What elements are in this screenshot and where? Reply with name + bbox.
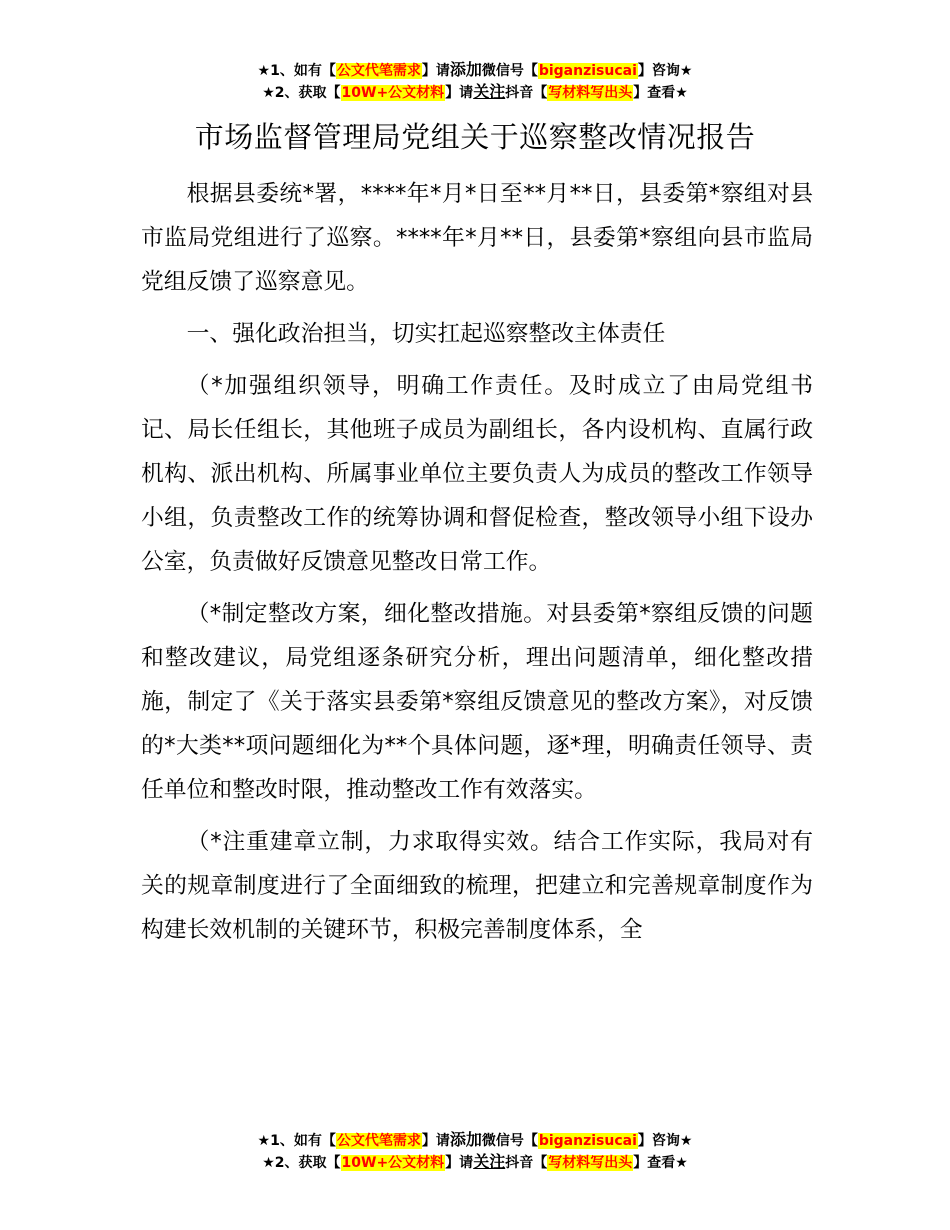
promo-text: 微信号【 xyxy=(481,1133,538,1149)
promo-text: ★1、如有【 xyxy=(257,1133,336,1149)
promo-text: 】查看★ xyxy=(633,1155,688,1171)
promo-highlight: 写材料写出头 xyxy=(548,85,633,101)
promo-line-2 xyxy=(0,1151,950,1173)
promo-highlight: 写材料写出头 xyxy=(548,1155,633,1171)
header-promo-banner xyxy=(0,59,950,103)
document-title: 市场监督管理局党组关于巡察整改情况报告 xyxy=(194,120,756,154)
promo-emphasis: 添加 xyxy=(449,1130,482,1149)
promo-highlight: 公文代笔需求 xyxy=(336,63,421,79)
promo-line-2 xyxy=(0,81,950,103)
paragraph-intro: 根据县委统*署，****年*月*日至**月**日，县委第*察组对县市监局党组进行了巡察。****年*月**日，县委第*察组向县市监局党组反馈了巡察意见。 xyxy=(141,181,813,295)
promo-text: ★2、获取【 xyxy=(262,1155,341,1171)
promo-highlight: biganzisucai xyxy=(538,63,637,79)
promo-text: ★1、如有【 xyxy=(257,63,336,79)
promo-line-1 xyxy=(0,59,950,81)
promo-emphasis: 添加 xyxy=(449,60,482,79)
promo-text: 】请 xyxy=(445,85,474,101)
promo-emphasis: 关注 xyxy=(473,1152,506,1171)
promo-highlight: 公文代笔需求 xyxy=(336,1133,421,1149)
paragraph-rules: （*注重建章立制，力求取得实效。结合工作实际，我局对有关的规章制度进行了全面细致的梳理，把建立和完善规章制度作为构建长效机制的关键环节，积极完善制度体系，全 xyxy=(141,829,813,943)
promo-text: 微信号【 xyxy=(481,63,538,79)
promo-text: 抖音【 xyxy=(505,1155,548,1171)
promo-highlight: 10W+公文材料 xyxy=(341,1155,445,1171)
promo-text: 】请 xyxy=(421,1133,450,1149)
paragraph-plan: （*制定整改方案，细化整改措施。对县委第*察组反馈的问题和整改建议，局党组逐条研究分析，理出问题清单，细化整改措施，制定了《关于落实县委第*察组反馈意见的整改方案》，对反馈的*大类**项问题细化为**个具体问题，逐*理，明确责任领导、责任单位和整改时限，推动整改工作有效落实。 xyxy=(141,601,813,803)
promo-text: 】查看★ xyxy=(633,85,688,101)
promo-line-1 xyxy=(0,1129,950,1151)
promo-text: 抖音【 xyxy=(505,85,548,101)
promo-text: 】请 xyxy=(445,1155,474,1171)
section-heading: 一、强化政治担当，切实扛起巡察整改主体责任 xyxy=(186,321,666,347)
promo-text: 】咨询★ xyxy=(637,63,693,79)
paragraph-organization: （*加强组织领导，明确工作责任。及时成立了由局党组书记、局长任组长，其他班子成员为副组长，各内设机构、直属行政机构、派出机构、所属事业单位主要负责人为成员的整改工作领导小组，负责整改工作的统筹协调和督促检查，整改领导小组下设办公室，负责做好反馈意见整改日常工作。 xyxy=(141,373,813,575)
promo-highlight: biganzisucai xyxy=(538,1133,637,1149)
document-body xyxy=(141,172,813,960)
promo-text: 】请 xyxy=(421,63,450,79)
footer-promo-banner xyxy=(0,1129,950,1173)
promo-highlight: 10W+公文材料 xyxy=(341,85,445,101)
promo-text: ★2、获取【 xyxy=(262,85,341,101)
promo-emphasis: 关注 xyxy=(473,82,506,101)
promo-text: 】咨询★ xyxy=(637,1133,693,1149)
